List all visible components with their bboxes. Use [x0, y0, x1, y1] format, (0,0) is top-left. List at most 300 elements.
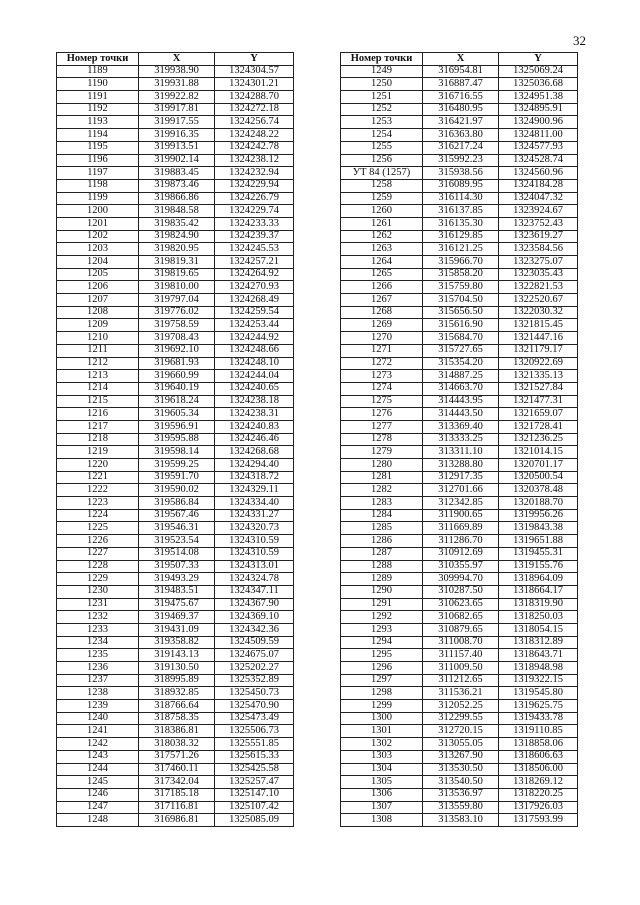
point-number-cell: 1232 — [57, 611, 139, 624]
table-row — [57, 129, 294, 142]
point-number-cell: 1255 — [341, 141, 423, 154]
point-number-cell: 1299 — [341, 700, 423, 713]
x-coordinate-cell: 316217.24 — [423, 141, 499, 154]
point-number-cell: 1226 — [57, 535, 139, 548]
y-coordinate-cell: 1318506.00 — [499, 763, 578, 776]
point-number-cell: 1241 — [57, 725, 139, 738]
point-number-cell: 1302 — [341, 738, 423, 751]
x-coordinate-cell: 318995.89 — [139, 674, 215, 687]
point-number-cell: 1259 — [341, 192, 423, 205]
x-coordinate-cell: 309994.70 — [423, 573, 499, 586]
y-coordinate-cell: 1318220.25 — [499, 788, 578, 801]
point-number-cell: 1248 — [57, 814, 139, 827]
y-coordinate-cell: 1324238.31 — [215, 408, 294, 421]
x-coordinate-cell: 314663.70 — [423, 382, 499, 395]
table-row — [57, 281, 294, 294]
point-number-cell: 1307 — [341, 801, 423, 814]
table-row — [341, 687, 578, 700]
x-coordinate-cell: 319810.00 — [139, 281, 215, 294]
y-coordinate-cell: 1320188.70 — [499, 497, 578, 510]
x-coordinate-cell: 314887.25 — [423, 370, 499, 383]
point-number-cell: 1211 — [57, 344, 139, 357]
point-number-cell: 1292 — [341, 611, 423, 624]
y-coordinate-cell: 1324331.27 — [215, 509, 294, 522]
x-coordinate-cell: 315684.70 — [423, 332, 499, 345]
x-coordinate-cell: 316954.81 — [423, 65, 499, 78]
y-coordinate-cell: 1323275.07 — [499, 256, 578, 269]
x-coordinate-cell: 319590.02 — [139, 484, 215, 497]
x-coordinate-cell: 313583.10 — [423, 814, 499, 827]
y-coordinate-cell: 1324184.28 — [499, 179, 578, 192]
y-coordinate-cell: 1324248.66 — [215, 344, 294, 357]
y-coordinate-cell: 1324248.10 — [215, 357, 294, 370]
point-number-cell: 1272 — [341, 357, 423, 370]
y-coordinate-cell: 1324256.74 — [215, 116, 294, 129]
x-coordinate-cell: 319591.70 — [139, 471, 215, 484]
table-row — [57, 598, 294, 611]
y-coordinate-cell: 1325147.10 — [215, 788, 294, 801]
x-coordinate-cell: 310287.50 — [423, 585, 499, 598]
x-coordinate-cell: 319820.95 — [139, 243, 215, 256]
table-row — [341, 497, 578, 510]
x-coordinate-cell: 313055.05 — [423, 738, 499, 751]
table-row — [57, 788, 294, 801]
table-row — [341, 776, 578, 789]
point-number-cell: 1208 — [57, 306, 139, 319]
x-coordinate-cell: 319916.35 — [139, 129, 215, 142]
table-row — [341, 522, 578, 535]
point-number-cell: 1264 — [341, 256, 423, 269]
x-coordinate-cell: 316421.97 — [423, 116, 499, 129]
x-coordinate-cell: 316114.30 — [423, 192, 499, 205]
table-row — [341, 192, 578, 205]
x-coordinate-cell: 310355.97 — [423, 560, 499, 573]
table-row — [57, 332, 294, 345]
table-row — [57, 141, 294, 154]
x-coordinate-cell: 311009.50 — [423, 662, 499, 675]
point-number-cell: 1231 — [57, 598, 139, 611]
x-coordinate-cell: 317342.04 — [139, 776, 215, 789]
point-number-cell: 1271 — [341, 344, 423, 357]
x-coordinate-cell: 319819.65 — [139, 268, 215, 281]
point-number-cell: 1249 — [341, 65, 423, 78]
point-number-cell: 1279 — [341, 446, 423, 459]
table-row — [57, 306, 294, 319]
point-number-cell: 1195 — [57, 141, 139, 154]
point-number-cell: 1300 — [341, 712, 423, 725]
y-coordinate-cell: 1323924.67 — [499, 205, 578, 218]
point-number-cell: 1190 — [57, 78, 139, 91]
point-number-cell: 1280 — [341, 459, 423, 472]
point-number-cell: 1239 — [57, 700, 139, 713]
y-coordinate-cell: 1324367.90 — [215, 598, 294, 611]
y-coordinate-cell: 1318319.90 — [499, 598, 578, 611]
x-coordinate-cell: 319507.33 — [139, 560, 215, 573]
y-coordinate-cell: 1321014.15 — [499, 446, 578, 459]
x-coordinate-cell: 313333.25 — [423, 433, 499, 446]
point-number-cell: 1298 — [341, 687, 423, 700]
point-number-cell: 1290 — [341, 585, 423, 598]
table-row — [57, 205, 294, 218]
x-coordinate-cell: 315704.50 — [423, 294, 499, 307]
table-row — [341, 471, 578, 484]
point-number-cell: 1293 — [341, 623, 423, 636]
table-row — [341, 382, 578, 395]
point-number-cell: 1201 — [57, 217, 139, 230]
x-coordinate-cell: 315858.20 — [423, 268, 499, 281]
y-coordinate-cell: 1320922.69 — [499, 357, 578, 370]
y-coordinate-cell: 1318312.89 — [499, 636, 578, 649]
table-row — [57, 763, 294, 776]
y-coordinate-cell: 1324238.18 — [215, 395, 294, 408]
y-coordinate-cell: 1324245.53 — [215, 243, 294, 256]
y-coordinate-cell: 1324301.21 — [215, 78, 294, 91]
table-row — [341, 738, 578, 751]
point-number-cell: 1215 — [57, 395, 139, 408]
table-row — [57, 776, 294, 789]
header-x: X — [423, 53, 499, 66]
x-coordinate-cell: 319708.43 — [139, 332, 215, 345]
point-number-cell: 1268 — [341, 306, 423, 319]
table-row — [341, 344, 578, 357]
table-row — [341, 459, 578, 472]
table-row — [57, 750, 294, 763]
y-coordinate-cell: 1325352.89 — [215, 674, 294, 687]
x-coordinate-cell: 312917.35 — [423, 471, 499, 484]
y-coordinate-cell: 1325551.85 — [215, 738, 294, 751]
y-coordinate-cell: 1319322.15 — [499, 674, 578, 687]
y-coordinate-cell: 1325257.47 — [215, 776, 294, 789]
coordinates-table-left — [56, 52, 294, 827]
x-coordinate-cell: 310682.65 — [423, 611, 499, 624]
point-number-cell: 1285 — [341, 522, 423, 535]
point-number-cell: 1301 — [341, 725, 423, 738]
point-number-cell: 1258 — [341, 179, 423, 192]
x-coordinate-cell: 313288.80 — [423, 459, 499, 472]
x-coordinate-cell: 316986.81 — [139, 814, 215, 827]
point-number-cell: 1240 — [57, 712, 139, 725]
table-row — [341, 814, 578, 827]
x-coordinate-cell: 316480.95 — [423, 103, 499, 116]
table-row — [341, 788, 578, 801]
table-row — [57, 611, 294, 624]
point-number-cell: 1274 — [341, 382, 423, 395]
table-row — [57, 560, 294, 573]
y-coordinate-cell: 1324329.11 — [215, 484, 294, 497]
y-coordinate-cell: 1324047.32 — [499, 192, 578, 205]
x-coordinate-cell: 317460.11 — [139, 763, 215, 776]
table-row — [57, 446, 294, 459]
point-number-cell: 1203 — [57, 243, 139, 256]
point-number-cell: 1273 — [341, 370, 423, 383]
coordinates-table-right — [340, 52, 578, 827]
page-number: 32 — [573, 33, 586, 48]
point-number-cell: 1251 — [341, 91, 423, 104]
x-coordinate-cell: 316129.85 — [423, 230, 499, 243]
point-number-cell: 1281 — [341, 471, 423, 484]
table-row — [341, 560, 578, 573]
y-coordinate-cell: 1325202.27 — [215, 662, 294, 675]
point-number-cell: 1261 — [341, 217, 423, 230]
table-body-left — [57, 65, 294, 826]
point-number-cell: 1210 — [57, 332, 139, 345]
y-coordinate-cell: 1321815.45 — [499, 319, 578, 332]
table-row — [341, 243, 578, 256]
table-row — [341, 801, 578, 814]
point-number-cell: 1265 — [341, 268, 423, 281]
x-coordinate-cell: 315966.70 — [423, 256, 499, 269]
y-coordinate-cell: 1323035.43 — [499, 268, 578, 281]
table-row — [341, 230, 578, 243]
x-coordinate-cell: 315616.90 — [423, 319, 499, 332]
y-coordinate-cell: 1324310.59 — [215, 547, 294, 560]
table-row — [341, 408, 578, 421]
table-row — [57, 725, 294, 738]
point-number-cell: 1277 — [341, 420, 423, 433]
table-row — [341, 306, 578, 319]
point-number-cell: 1212 — [57, 357, 139, 370]
point-number-cell: 1223 — [57, 497, 139, 510]
table-row — [341, 509, 578, 522]
x-coordinate-cell: 319483.51 — [139, 585, 215, 598]
table-row — [57, 509, 294, 522]
x-coordinate-cell: 316363.80 — [423, 129, 499, 142]
table-row — [57, 344, 294, 357]
y-coordinate-cell: 1324560.96 — [499, 167, 578, 180]
point-number-cell: 1213 — [57, 370, 139, 383]
x-coordinate-cell: 319605.34 — [139, 408, 215, 421]
x-coordinate-cell: 317185.18 — [139, 788, 215, 801]
table-row — [341, 674, 578, 687]
x-coordinate-cell: 315992.23 — [423, 154, 499, 167]
y-coordinate-cell: 1318964.09 — [499, 573, 578, 586]
x-coordinate-cell: 312052.25 — [423, 700, 499, 713]
x-coordinate-cell: 319922.82 — [139, 91, 215, 104]
y-coordinate-cell: 1324244.04 — [215, 370, 294, 383]
table-row — [57, 78, 294, 91]
y-coordinate-cell: 1321527.84 — [499, 382, 578, 395]
y-coordinate-cell: 1319625.75 — [499, 700, 578, 713]
table-row — [57, 433, 294, 446]
point-number-cell: 1266 — [341, 281, 423, 294]
point-number-cell: 1296 — [341, 662, 423, 675]
table-row — [57, 382, 294, 395]
x-coordinate-cell: 319681.93 — [139, 357, 215, 370]
point-number-cell: 1262 — [341, 230, 423, 243]
point-number-cell: 1303 — [341, 750, 423, 763]
y-coordinate-cell: 1324528.74 — [499, 154, 578, 167]
point-number-cell: 1256 — [341, 154, 423, 167]
table-row — [341, 763, 578, 776]
y-coordinate-cell: 1324244.92 — [215, 332, 294, 345]
y-coordinate-cell: 1318948.98 — [499, 662, 578, 675]
y-coordinate-cell: 1318664.17 — [499, 585, 578, 598]
point-number-cell: 1291 — [341, 598, 423, 611]
y-coordinate-cell: 1324233.33 — [215, 217, 294, 230]
table-row — [341, 420, 578, 433]
point-number-cell: 1237 — [57, 674, 139, 687]
point-number-cell: 1269 — [341, 319, 423, 332]
x-coordinate-cell: 318932.85 — [139, 687, 215, 700]
table-row — [57, 91, 294, 104]
table-row — [57, 243, 294, 256]
point-number-cell: 1267 — [341, 294, 423, 307]
table-row — [341, 725, 578, 738]
point-number-cell: 1189 — [57, 65, 139, 78]
y-coordinate-cell: 1323752.43 — [499, 217, 578, 230]
point-number-cell: 1282 — [341, 484, 423, 497]
x-coordinate-cell: 318758.35 — [139, 712, 215, 725]
y-coordinate-cell: 1324226.79 — [215, 192, 294, 205]
x-coordinate-cell: 319514.08 — [139, 547, 215, 560]
table-row — [341, 129, 578, 142]
table-row — [341, 611, 578, 624]
table-row — [341, 65, 578, 78]
y-coordinate-cell: 1324242.78 — [215, 141, 294, 154]
y-coordinate-cell: 1324264.92 — [215, 268, 294, 281]
point-number-cell: 1288 — [341, 560, 423, 573]
y-coordinate-cell: 1324811.00 — [499, 129, 578, 142]
table-header-row — [341, 53, 578, 66]
point-number-cell: 1214 — [57, 382, 139, 395]
x-coordinate-cell: 319431.09 — [139, 623, 215, 636]
x-coordinate-cell: 319660.99 — [139, 370, 215, 383]
point-number-cell: 1308 — [341, 814, 423, 827]
point-number-cell: 1242 — [57, 738, 139, 751]
y-coordinate-cell: 1321728.41 — [499, 420, 578, 433]
point-number-cell: 1222 — [57, 484, 139, 497]
point-number-cell: 1252 — [341, 103, 423, 116]
y-coordinate-cell: 1325450.73 — [215, 687, 294, 700]
y-coordinate-cell: 1321447.16 — [499, 332, 578, 345]
x-coordinate-cell: 311669.89 — [423, 522, 499, 535]
y-coordinate-cell: 1324509.59 — [215, 636, 294, 649]
x-coordinate-cell: 319917.81 — [139, 103, 215, 116]
point-number-cell: 1221 — [57, 471, 139, 484]
x-coordinate-cell: 319493.29 — [139, 573, 215, 586]
table-row — [341, 535, 578, 548]
table-row — [341, 662, 578, 675]
x-coordinate-cell: 313559.80 — [423, 801, 499, 814]
y-coordinate-cell: 1324240.83 — [215, 420, 294, 433]
header-x: X — [139, 53, 215, 66]
x-coordinate-cell: 315938.56 — [423, 167, 499, 180]
x-coordinate-cell: 313536.97 — [423, 788, 499, 801]
table-row — [57, 420, 294, 433]
x-coordinate-cell: 319913.51 — [139, 141, 215, 154]
y-coordinate-cell: 1317926.03 — [499, 801, 578, 814]
x-coordinate-cell: 319692.10 — [139, 344, 215, 357]
x-coordinate-cell: 311212.65 — [423, 674, 499, 687]
table-row — [341, 636, 578, 649]
x-coordinate-cell: 318386.81 — [139, 725, 215, 738]
x-coordinate-cell: 316716.55 — [423, 91, 499, 104]
y-coordinate-cell: 1325036.68 — [499, 78, 578, 91]
y-coordinate-cell: 1319433.78 — [499, 712, 578, 725]
x-coordinate-cell: 311900.65 — [423, 509, 499, 522]
y-coordinate-cell: 1317593.99 — [499, 814, 578, 827]
y-coordinate-cell: 1318606.63 — [499, 750, 578, 763]
y-coordinate-cell: 1321477.31 — [499, 395, 578, 408]
point-number-cell: 1227 — [57, 547, 139, 560]
y-coordinate-cell: 1324268.68 — [215, 446, 294, 459]
y-coordinate-cell: 1324239.37 — [215, 230, 294, 243]
y-coordinate-cell: 1322520.67 — [499, 294, 578, 307]
x-coordinate-cell: 319902.14 — [139, 154, 215, 167]
y-coordinate-cell: 1321659.07 — [499, 408, 578, 421]
point-number-cell: 1305 — [341, 776, 423, 789]
table-row — [341, 395, 578, 408]
point-number-cell: 1233 — [57, 623, 139, 636]
y-coordinate-cell: 1318858.06 — [499, 738, 578, 751]
x-coordinate-cell: 312299.55 — [423, 712, 499, 725]
y-coordinate-cell: 1318643.71 — [499, 649, 578, 662]
table-row — [341, 585, 578, 598]
y-coordinate-cell: 1324675.07 — [215, 649, 294, 662]
table-row — [57, 459, 294, 472]
x-coordinate-cell: 319776.02 — [139, 306, 215, 319]
x-coordinate-cell: 319797.04 — [139, 294, 215, 307]
point-number-cell: 1225 — [57, 522, 139, 535]
y-coordinate-cell: 1323584.56 — [499, 243, 578, 256]
y-coordinate-cell: 1325506.73 — [215, 725, 294, 738]
table-row — [341, 484, 578, 497]
point-number-cell: 1235 — [57, 649, 139, 662]
point-number-cell: 1297 — [341, 674, 423, 687]
table-row — [57, 179, 294, 192]
table-row — [57, 256, 294, 269]
x-coordinate-cell: 310623.65 — [423, 598, 499, 611]
point-number-cell: 1289 — [341, 573, 423, 586]
header-point-number: Номер точки — [341, 53, 423, 66]
y-coordinate-cell: 1324313.01 — [215, 560, 294, 573]
table-row — [57, 192, 294, 205]
y-coordinate-cell: 1324342.36 — [215, 623, 294, 636]
point-number-cell: 1224 — [57, 509, 139, 522]
y-coordinate-cell: 1324334.40 — [215, 497, 294, 510]
x-coordinate-cell: 315656.50 — [423, 306, 499, 319]
table-row — [341, 332, 578, 345]
table-row — [57, 700, 294, 713]
y-coordinate-cell: 1324268.49 — [215, 294, 294, 307]
y-coordinate-cell: 1324272.18 — [215, 103, 294, 116]
x-coordinate-cell: 319835.42 — [139, 217, 215, 230]
table-row — [341, 103, 578, 116]
point-number-cell: 1287 — [341, 547, 423, 560]
table-row — [341, 573, 578, 586]
point-number-cell: 1246 — [57, 788, 139, 801]
point-number-cell: 1216 — [57, 408, 139, 421]
table-row — [341, 294, 578, 307]
y-coordinate-cell: 1323619.27 — [499, 230, 578, 243]
table-row — [57, 712, 294, 725]
y-coordinate-cell: 1325473.49 — [215, 712, 294, 725]
y-coordinate-cell: 1319651.88 — [499, 535, 578, 548]
x-coordinate-cell: 319598.14 — [139, 446, 215, 459]
y-coordinate-cell: 1324232.94 — [215, 167, 294, 180]
point-number-cell: 1229 — [57, 573, 139, 586]
table-row — [57, 357, 294, 370]
table-body-right — [341, 65, 578, 826]
table-row — [341, 446, 578, 459]
table-row — [341, 217, 578, 230]
point-number-cell: 1205 — [57, 268, 139, 281]
table-row — [57, 801, 294, 814]
point-number-cell: 1284 — [341, 509, 423, 522]
table-row — [57, 674, 294, 687]
table-row — [341, 205, 578, 218]
y-coordinate-cell: 1324253.44 — [215, 319, 294, 332]
